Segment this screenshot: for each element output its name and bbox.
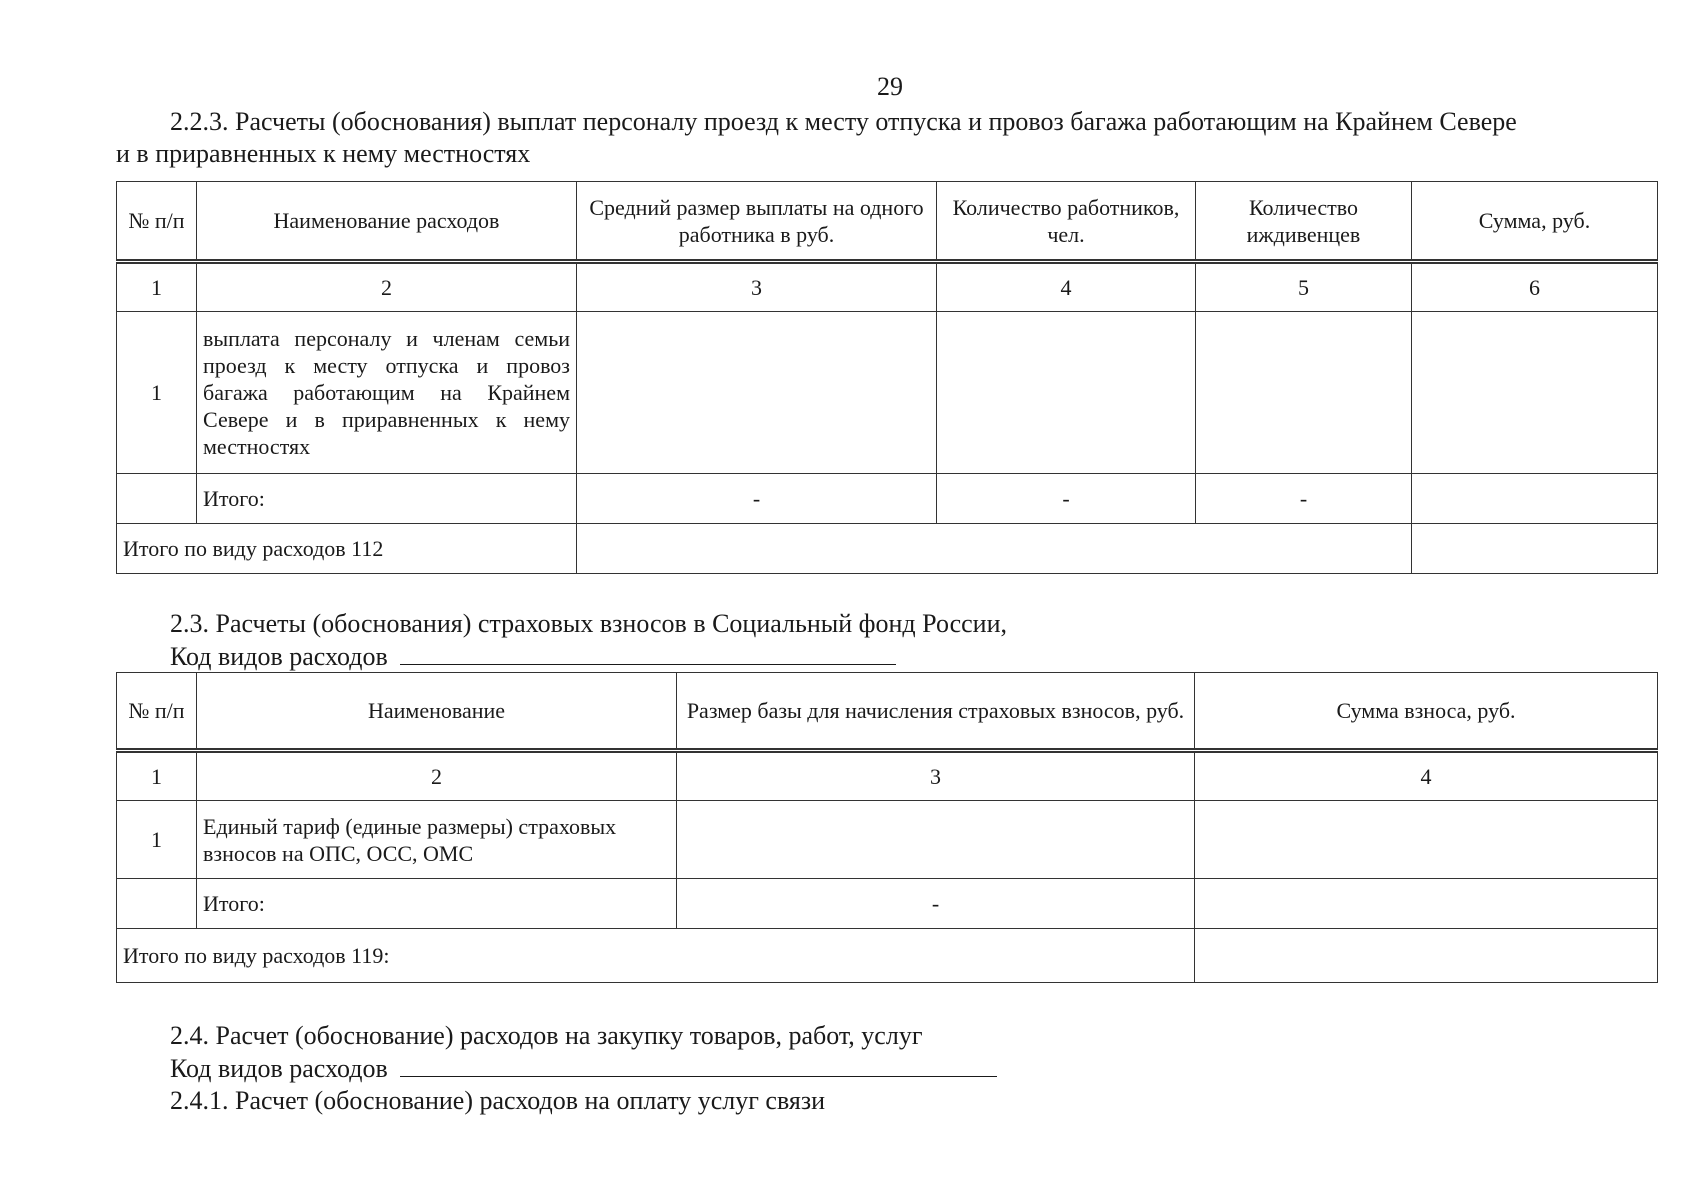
header-name: Наименование — [197, 673, 677, 751]
total-workers-count: - — [937, 474, 1196, 524]
header-expense-name: Наименование расходов — [197, 182, 577, 262]
column-number-cell: 5 — [1196, 262, 1412, 312]
grand-total-sum[interactable] — [1195, 929, 1658, 983]
total-row-number — [117, 474, 197, 524]
section-24-heading-line1: 2.4. Расчет (обоснование) расходов на закупку товаров, работ, услуг — [170, 1021, 923, 1050]
column-number-cell: 2 — [197, 751, 677, 801]
column-number-cell: 1 — [117, 751, 197, 801]
column-number-cell: 3 — [677, 751, 1195, 801]
section-223-heading-line1: 2.2.3. Расчеты (обоснования) выплат персоналу проезд к месту отпуска и провоз багажа работающим на Крайнем Севере — [170, 107, 1517, 136]
section-23-code-field[interactable] — [400, 640, 896, 665]
row-expense-name: выплата персоналу и членам семьи проезд к месту отпуска и провоз багажа работающим на Крайнем Севере и в приравненных к нему местностях — [197, 312, 577, 474]
section-223-heading — [116, 106, 1656, 170]
table-header-row — [117, 182, 1658, 262]
grand-total-sum[interactable] — [1412, 524, 1658, 574]
page-number: 29 — [877, 72, 903, 101]
column-number-cell: 4 — [1195, 751, 1658, 801]
column-number-cell: 4 — [937, 262, 1196, 312]
total-contribution-sum[interactable] — [1195, 879, 1658, 929]
grand-total-label: Итого по виду расходов 112 — [117, 524, 577, 574]
column-number-cell: 2 — [197, 262, 577, 312]
total-sum[interactable] — [1412, 474, 1658, 524]
total-row — [117, 474, 1658, 524]
section-23-heading-line1: 2.3. Расчеты (обоснования) страховых взносов в Социальный фонд России, — [170, 609, 1008, 638]
section-241-heading: 2.4.1. Расчет (обоснование) расходов на оплату услуг связи — [170, 1086, 826, 1115]
section-23-heading — [170, 608, 1007, 673]
total-label: Итого: — [197, 879, 677, 929]
total-average-payment: - — [577, 474, 937, 524]
row-base-size[interactable] — [677, 801, 1195, 879]
table-header-row — [117, 673, 1658, 751]
row-sum[interactable] — [1412, 312, 1658, 474]
grand-total-row — [117, 929, 1658, 983]
total-base-size: - — [677, 879, 1195, 929]
grand-total-empty — [577, 524, 1412, 574]
total-row — [117, 879, 1658, 929]
header-contribution-sum: Сумма взноса, руб. — [1195, 673, 1658, 751]
total-row-number — [117, 879, 197, 929]
header-sum: Сумма, руб. — [1412, 182, 1658, 262]
row-dependents-count[interactable] — [1196, 312, 1412, 474]
grand-total-row — [117, 524, 1658, 574]
section-24-heading — [170, 1020, 997, 1117]
table-row — [117, 801, 1658, 879]
insurance-table — [116, 672, 1658, 983]
column-numbers-row — [117, 751, 1658, 801]
section-24-code-label: Код видов расходов — [170, 1054, 388, 1083]
header-number: № п/п — [117, 182, 197, 262]
row-workers-count[interactable] — [937, 312, 1196, 474]
row-average-payment[interactable] — [577, 312, 937, 474]
grand-total-label: Итого по виду расходов 119: — [117, 929, 1195, 983]
header-average-payment: Средний размер выплаты на одного работника в руб. — [577, 182, 937, 262]
column-numbers-row — [117, 262, 1658, 312]
row-number: 1 — [117, 801, 197, 879]
section-24-code-line — [170, 1052, 997, 1085]
header-workers-count: Количество работников, чел. — [937, 182, 1196, 262]
section-23-code-label: Код видов расходов — [170, 642, 388, 671]
section-24-code-field[interactable] — [400, 1052, 997, 1077]
header-number: № п/п — [117, 673, 197, 751]
column-number-cell: 3 — [577, 262, 937, 312]
row-number: 1 — [117, 312, 197, 474]
section-23-code-line — [170, 640, 1007, 673]
row-contribution-sum[interactable] — [1195, 801, 1658, 879]
payments-table — [116, 181, 1658, 574]
total-label: Итого: — [197, 474, 577, 524]
header-dependents-count: Количество иждивенцев — [1196, 182, 1412, 262]
section-223-heading-line2: и в приравненных к нему местностях — [116, 139, 531, 168]
row-name: Единый тариф (единые размеры) страховых взносов на ОПС, ОСС, ОМС — [197, 801, 677, 879]
column-number-cell: 1 — [117, 262, 197, 312]
header-base-size: Размер базы для начисления страховых взносов, руб. — [677, 673, 1195, 751]
column-number-cell: 6 — [1412, 262, 1658, 312]
table-row — [117, 312, 1658, 474]
total-dependents-count: - — [1196, 474, 1412, 524]
